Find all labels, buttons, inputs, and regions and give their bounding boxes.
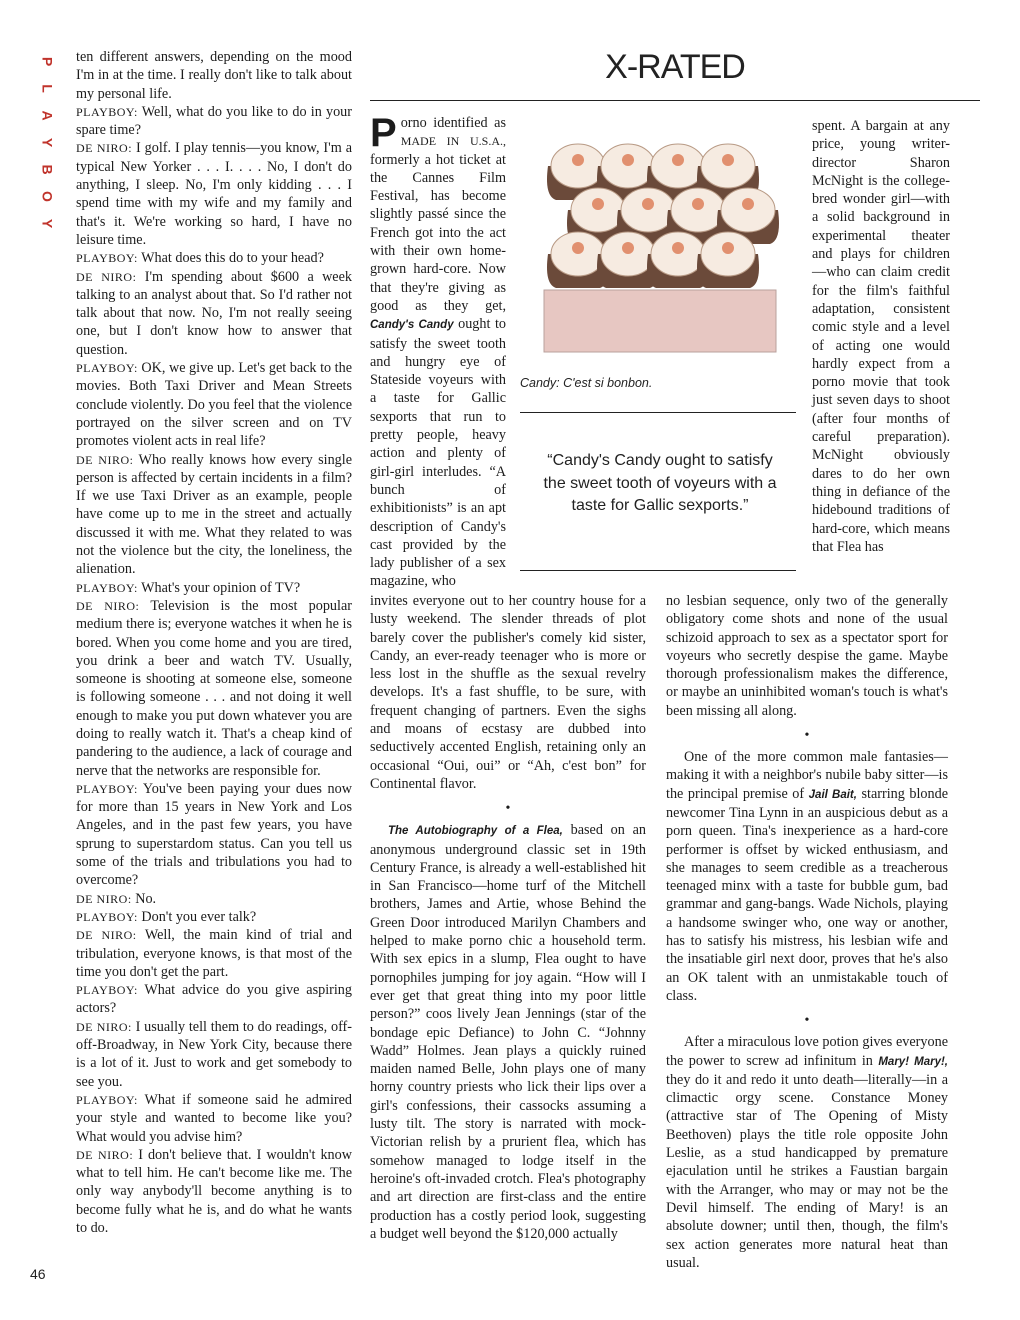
interview-text: What advice do you give aspiring actors? <box>76 982 352 1017</box>
candy-tip <box>672 242 684 254</box>
article-column-right-bottom <box>666 592 948 1272</box>
text-run: One of the more common male fantasies—making it with a neighbor's nubile baby sitter—is the principal premise of <box>666 749 948 802</box>
candy-tip <box>672 154 684 166</box>
interview-paragraph <box>76 268 352 359</box>
pull-quote: “Candy's Candy ought to satisfy the sweet tooth of voyeurs with a taste for Gallic sexports.” <box>543 452 777 514</box>
text-run: After a miraculous love potion gives everyone the power to screw ad infinitum in <box>666 1034 948 1069</box>
speaker-label: DE NIRO: <box>76 269 137 284</box>
text-run: starring blonde newcomer Tina Lynn in an auspicious debut as a porn queen. Tina's inexperience as a hard-core performer is offset by wicked enthusiasm, and she manages to seem credible as a treacherous teenaged minx with a taste for bubble gum, bad grammar and gang-bangs. Wade Nichols, playing a handsome swinger who, one way or another, has to satisfy his mistress, his lesbian wife and the insatiable girl next door, proves that he's also an OK talent with an unmistakable touch of class. <box>666 785 948 1004</box>
interview-text: No. <box>131 890 157 907</box>
interview-text: Don't you ever talk? <box>137 908 257 925</box>
interview-paragraph <box>76 139 352 249</box>
speaker-label: PLAYBOY: <box>76 361 138 376</box>
speaker-label: PLAYBOY: <box>76 251 138 266</box>
article-paragraph <box>666 1033 948 1272</box>
article-paragraph <box>370 821 646 1243</box>
interview-paragraph <box>76 890 352 908</box>
speaker-label: PLAYBOY: <box>76 983 138 998</box>
interview-paragraph <box>76 249 352 267</box>
article-paragraph: spent. A bargain at any price, young writer-director Sharon McNight is the college-bred wonder girl—with a solid background in experimental theater and plays for children—who can claim credit for the film's faithful adaptation, consistent comic style and a level of acting one would hardly expect from a porno movie that took just seven days to shoot (after four months of careful preparation). McNight obviously dares to do her own thing in defiance of the hidebound traditions of hard-core, which means that Flea has <box>812 118 950 555</box>
section-title: X-RATED <box>605 48 745 86</box>
article-paragraph <box>666 748 948 1005</box>
section-header <box>370 44 980 101</box>
running-head <box>38 48 56 237</box>
running-head-letter: L <box>39 84 56 93</box>
candy-tip <box>622 242 634 254</box>
photo-caption: Candy: C'est si bonbon. <box>520 376 653 390</box>
interview-text: Television is the most popular medium there is; everyone watches it when he is bored. When you come home and you are tired, you drink a beer and watch TV. Usually, someone is shooting at someone else, someone is following someone . . . and not doing it well enough to make you put down whatever you are doing to really watch it. That's a cheap kind of pandering to the audience, a lack of courage and nerve that the networks are responsible for. <box>76 597 352 779</box>
candy-tip <box>642 198 654 210</box>
interview-text: I usually tell them to do readings, off-off-Broadway, in New York City, because there is a lot of it. Just to work and get somebody to see you. <box>76 1018 352 1090</box>
running-head-letter: Y <box>39 218 56 229</box>
article-column-left-bottom <box>370 592 646 1243</box>
interview-paragraph <box>76 926 352 981</box>
speaker-label: PLAYBOY: <box>76 909 138 924</box>
candy-tip <box>722 242 734 254</box>
interview-paragraph <box>76 48 352 103</box>
running-head-letter: A <box>39 110 56 121</box>
candy-tip <box>742 198 754 210</box>
candy-photo <box>520 120 800 370</box>
speaker-label: PLAYBOY: <box>76 781 138 796</box>
speaker-label: DE NIRO: <box>76 1147 134 1162</box>
film-title: The Autobiography of a Flea, <box>388 825 563 838</box>
interview-text: What's your opinion of TV? <box>137 579 301 596</box>
candy-tip <box>722 154 734 166</box>
speaker-label: DE NIRO: <box>76 141 133 156</box>
text-run: formerly a hot ticket at the Cannes Film Festival, has become slightly passé since the French got into the act with their own home-grown hard-core. Now that they're giving as good as they get, <box>370 151 506 314</box>
film-title: MADE IN U.S.A., <box>400 134 506 149</box>
candy-tip <box>592 198 604 210</box>
interview-column <box>76 48 352 1237</box>
candy-tray <box>544 290 776 352</box>
film-title: Jail Bait, <box>808 788 857 801</box>
interview-text: ten different answers, depending on the mood I'm in at the time. I really don't like to talk about my personal life. <box>76 49 352 102</box>
speaker-label: DE NIRO: <box>76 452 134 467</box>
article-paragraph <box>370 111 506 591</box>
interview-paragraph <box>76 908 352 926</box>
interview-text: I don't believe that. I wouldn't know what to tell him. He can't become like me. The only way anybody'll become anything is to become fully what he is, and do what he wants to do. <box>76 1146 352 1236</box>
interview-paragraph <box>76 1091 352 1146</box>
interview-paragraph <box>76 579 352 597</box>
interview-text: Who really knows how every single person is affected by certain incidents in a film? If we use Taxi Driver as an example, people have come up to me in the street and actually discussed it with me. What they related to was not the violence but the city, the loneliness, the alienation. <box>76 451 352 578</box>
text-run: based on an anonymous underground classic set in 19th Century France, is already a well-established hit in San Francisco—home turf of the Mitchell brothers, James and Artie, whose Behind the Green Door introduced Marilyn Chambers and helped to make porno chic a household term. With sex epics in a slump, Flea ought to have pornophiles jumping for joy again. “How will I ever get that great thing into my poor little person?” coos lively Jean Jennings (star of the bondage epic Defiance) to John C. “Johnny Wadd” Holmes. Jean plays a quickly ruined maiden named Belle, John plays one of many horny country priests who lick their lips over a girl's confessions, their cassocks assuming a lusty tilt. The story is narrated with mock-Victorian relish by a prurient flea, which has somehow managed to lodge itself in the heroine's oft-invaded crotch. Flea's photography and art direction are first-class and the entire production has a costly period look, suggesting a budget well beyond the $120,000 actually <box>370 822 646 1242</box>
interview-paragraph <box>76 597 352 780</box>
interview-paragraph <box>76 451 352 579</box>
interview-paragraph <box>76 359 352 450</box>
section-bullet: • <box>804 728 810 744</box>
running-head-letter: O <box>39 191 56 202</box>
interview-paragraph <box>76 981 352 1018</box>
interview-paragraph <box>76 780 352 890</box>
interview-paragraph <box>76 103 352 140</box>
interview-text: Well, the main kind of trial and tribulation, everyone knows, is that most of the time you don't get the part. <box>76 927 352 980</box>
interview-text: What does this do to your head? <box>137 250 324 267</box>
article-paragraph: no lesbian sequence, only two of the generally obligatory come shots and none of the usual schizoid approach to sex as a spectator sport for voyeurs who secretly despise the game. Maybe thorough professionalism makes the difference, or maybe an uninhibited woman's touch is what's been missing all along. <box>666 593 948 719</box>
speaker-label: PLAYBOY: <box>76 580 138 595</box>
running-head-letter: Y <box>39 137 56 148</box>
drop-cap: P <box>370 111 397 155</box>
interview-text: What if someone said he admired your style and wanted to become like you? What would you advise him? <box>76 1091 352 1145</box>
interview-paragraph <box>76 1146 352 1237</box>
text-run: orno identified as <box>400 115 506 131</box>
article-column-left-top <box>370 111 506 591</box>
candy-group <box>547 144 779 288</box>
film-title: Mary! Mary!, <box>878 1055 948 1068</box>
section-bullet: • <box>804 1013 810 1029</box>
speaker-label: PLAYBOY: <box>76 1092 138 1107</box>
text-run: ought to satisfy the sweet tooth and hungry eye of Stateside voyeurs with a taste for Gallic sexports that run to pretty people, heavy action and plenty of girl-girl interludes. “A bunch of exhibitionists” is an apt description of Candy's cast provided by the lady publisher of a sex magazine, who <box>370 316 506 590</box>
candy-tip <box>572 242 584 254</box>
candy-tip <box>572 154 584 166</box>
running-head-letter: P <box>39 56 56 67</box>
candy-tip <box>692 198 704 210</box>
article-column-right-top <box>812 117 950 556</box>
pull-quote-rule-top <box>520 412 796 413</box>
speaker-label: PLAYBOY: <box>76 104 138 119</box>
interview-text: I golf. I play tennis—you know, I'm a typical New Yorker . . . I. . . . No, I don't do anything, I sleep. No, I'm only kidding . . . I spend time with my wife and my family and that's it. We're working so hard, I have no leisure time. <box>76 140 352 248</box>
interview-text: OK, we give up. Let's get back to the movies. Both Taxi Driver and Mean Streets conclude violently. Do you feel that the violence portrayed on the silver screen and on TV promotes violent acts in real life? <box>76 360 352 450</box>
film-title: Candy's Candy <box>370 319 454 332</box>
interview-paragraph <box>76 1018 352 1091</box>
speaker-label: DE NIRO: <box>76 891 132 906</box>
pull-quote-rule-bottom <box>520 570 796 571</box>
interview-text: You've been paying your dues now for more than 15 years in New York and Los Angeles, and in the past few years, you have sprung to superstardom status. Can you tell us some of the trials and tribulations you had to overcome? <box>76 780 352 889</box>
interview-text: Well, what do you like to do in your spare time? <box>76 103 352 139</box>
article-paragraph: invites everyone out to her country house for a lusty weekend. The slender threads of plot barely cover the publisher's comely kid sister, Candy, an ever-ready teenager who is more or less lost in the shuffle as the sexual revelry develops. It's a fast shuffle, to be sure, with frequent changing of partners. Even the sighs and moans of ecstasy are dubbed into seductively accented English, retaining only an occasional “Oui, oui” or “Ah, c'est bon” for Continental flavor. <box>370 593 646 792</box>
speaker-label: DE NIRO: <box>76 598 140 613</box>
speaker-label: DE NIRO: <box>76 1019 132 1034</box>
speaker-label: DE NIRO: <box>76 928 137 943</box>
running-head-letter: B <box>39 164 56 175</box>
candy-tip <box>622 154 634 166</box>
section-bullet: • <box>505 801 511 817</box>
page-number: 46 <box>30 1266 46 1282</box>
text-run: they do it and redo it unto death—literally—in a climactic orgy scene. Constance Money (attractive star of The Opening of Misty Beethoven) plays the title role opposite John Leslie, as a stud handicapped by premature ejaculation until he strikes a Faustian bargain with the Arranger, who may or may not be the Devil himself. The ending of Mary! is an absolute downer; until then, though, the film's sex action generates more natural heat than usual. <box>666 1071 948 1271</box>
interview-text: I'm spending about $600 a week talking to an analyst about that. So I'd rather not talk about that now. No, I'm not really seeing one, but I don't know how to answer that question. <box>76 268 352 358</box>
